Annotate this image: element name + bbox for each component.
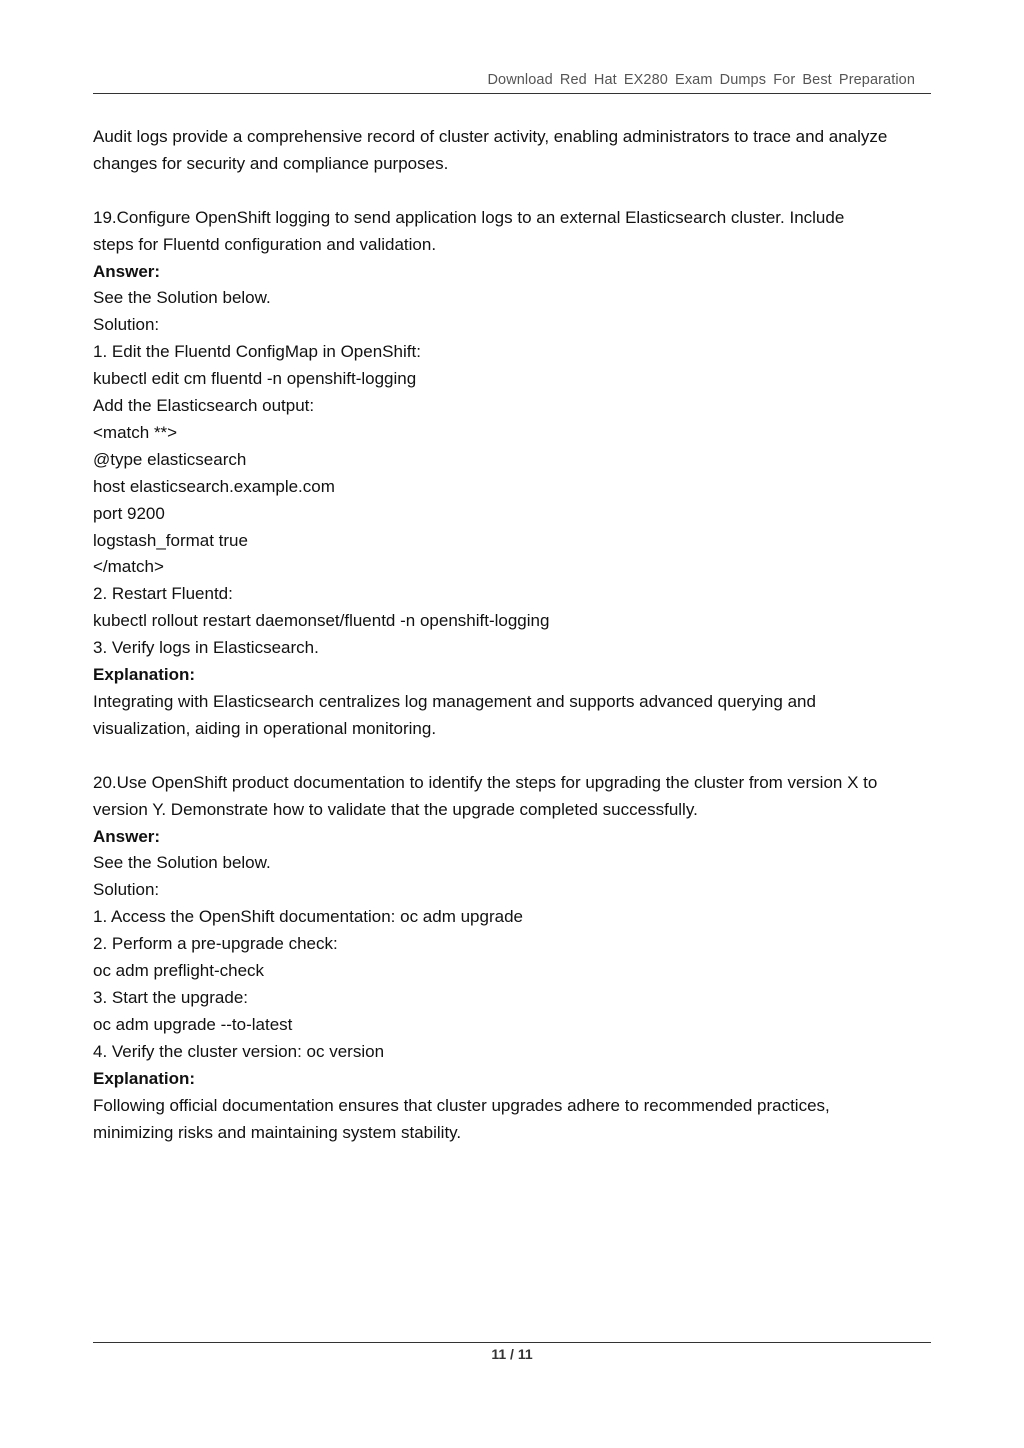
page-header-title: Download Red Hat EX280 Exam Dumps For Best Preparation [487, 72, 915, 88]
intro-paragraph [93, 124, 938, 178]
answer-label: Answer: [93, 261, 161, 281]
question-19-text: steps for Fluentd configuration and validation. [93, 234, 437, 254]
question-19-text: 19.Configure OpenShift logging to send application logs to an external Elasticsearch cluster. Include [93, 207, 845, 227]
solution-line: 1. Edit the Fluentd ConfigMap in OpenShift: [93, 342, 421, 362]
solution-line: port 9200 [93, 503, 165, 523]
explanation-label: Explanation: [93, 1068, 196, 1088]
solution-line: 1. Access the OpenShift documentation: oc adm upgrade [93, 907, 523, 927]
footer-divider [93, 1342, 931, 1343]
solution-line: 3. Verify logs in Elasticsearch. [93, 638, 319, 658]
solution-line: See the Solution below. [93, 853, 271, 873]
intro-line: changes for security and compliance purposes. [93, 153, 449, 173]
solution-line: Solution: [93, 880, 160, 900]
question-20-text: version Y. Demonstrate how to validate that the upgrade completed successfully. [93, 799, 698, 819]
solution-line: 2. Restart Fluentd: [93, 584, 233, 604]
solution-line: host elasticsearch.example.com [93, 476, 335, 496]
solution-line: </match> [93, 557, 164, 577]
question-20-text: 20.Use OpenShift product documentation to identify the steps for upgrading the cluster from version X to [93, 772, 878, 792]
spacer [93, 178, 938, 205]
explanation-label: Explanation: [93, 665, 196, 685]
solution-line: oc adm upgrade --to-latest [93, 1014, 293, 1034]
explanation-line: visualization, aiding in operational monitoring. [93, 718, 437, 738]
explanation-line: minimizing risks and maintaining system stability. [93, 1122, 462, 1142]
solution-line: kubectl edit cm fluentd -n openshift-logging [93, 369, 417, 389]
document-body [93, 124, 938, 1146]
spacer [93, 743, 938, 770]
solution-line: Solution: [93, 315, 160, 335]
answer-label: Answer: [93, 826, 161, 846]
explanation-line: Following official documentation ensures that cluster upgrades adhere to recommended practices, [93, 1095, 830, 1115]
question-19 [93, 205, 938, 743]
header-divider [93, 93, 931, 94]
solution-line: kubectl rollout restart daemonset/fluentd -n openshift-logging [93, 611, 550, 631]
page-number: 11 / 11 [491, 1346, 533, 1362]
question-20 [93, 770, 938, 1147]
solution-line: <match **> [93, 422, 178, 442]
solution-line: oc adm preflight-check [93, 961, 265, 981]
solution-line: Add the Elasticsearch output: [93, 396, 315, 416]
solution-line: @type elasticsearch [93, 449, 247, 469]
solution-line: See the Solution below. [93, 288, 271, 308]
explanation-line: Integrating with Elasticsearch centralizes log management and supports advanced querying and [93, 692, 816, 712]
intro-line: Audit logs provide a comprehensive record of cluster activity, enabling administrators to trace and analyze [93, 127, 888, 146]
solution-line: 4. Verify the cluster version: oc version [93, 1041, 385, 1061]
solution-line: 3. Start the upgrade: [93, 987, 248, 1007]
solution-line: 2. Perform a pre-upgrade check: [93, 934, 338, 954]
solution-line: logstash_format true [93, 530, 248, 550]
